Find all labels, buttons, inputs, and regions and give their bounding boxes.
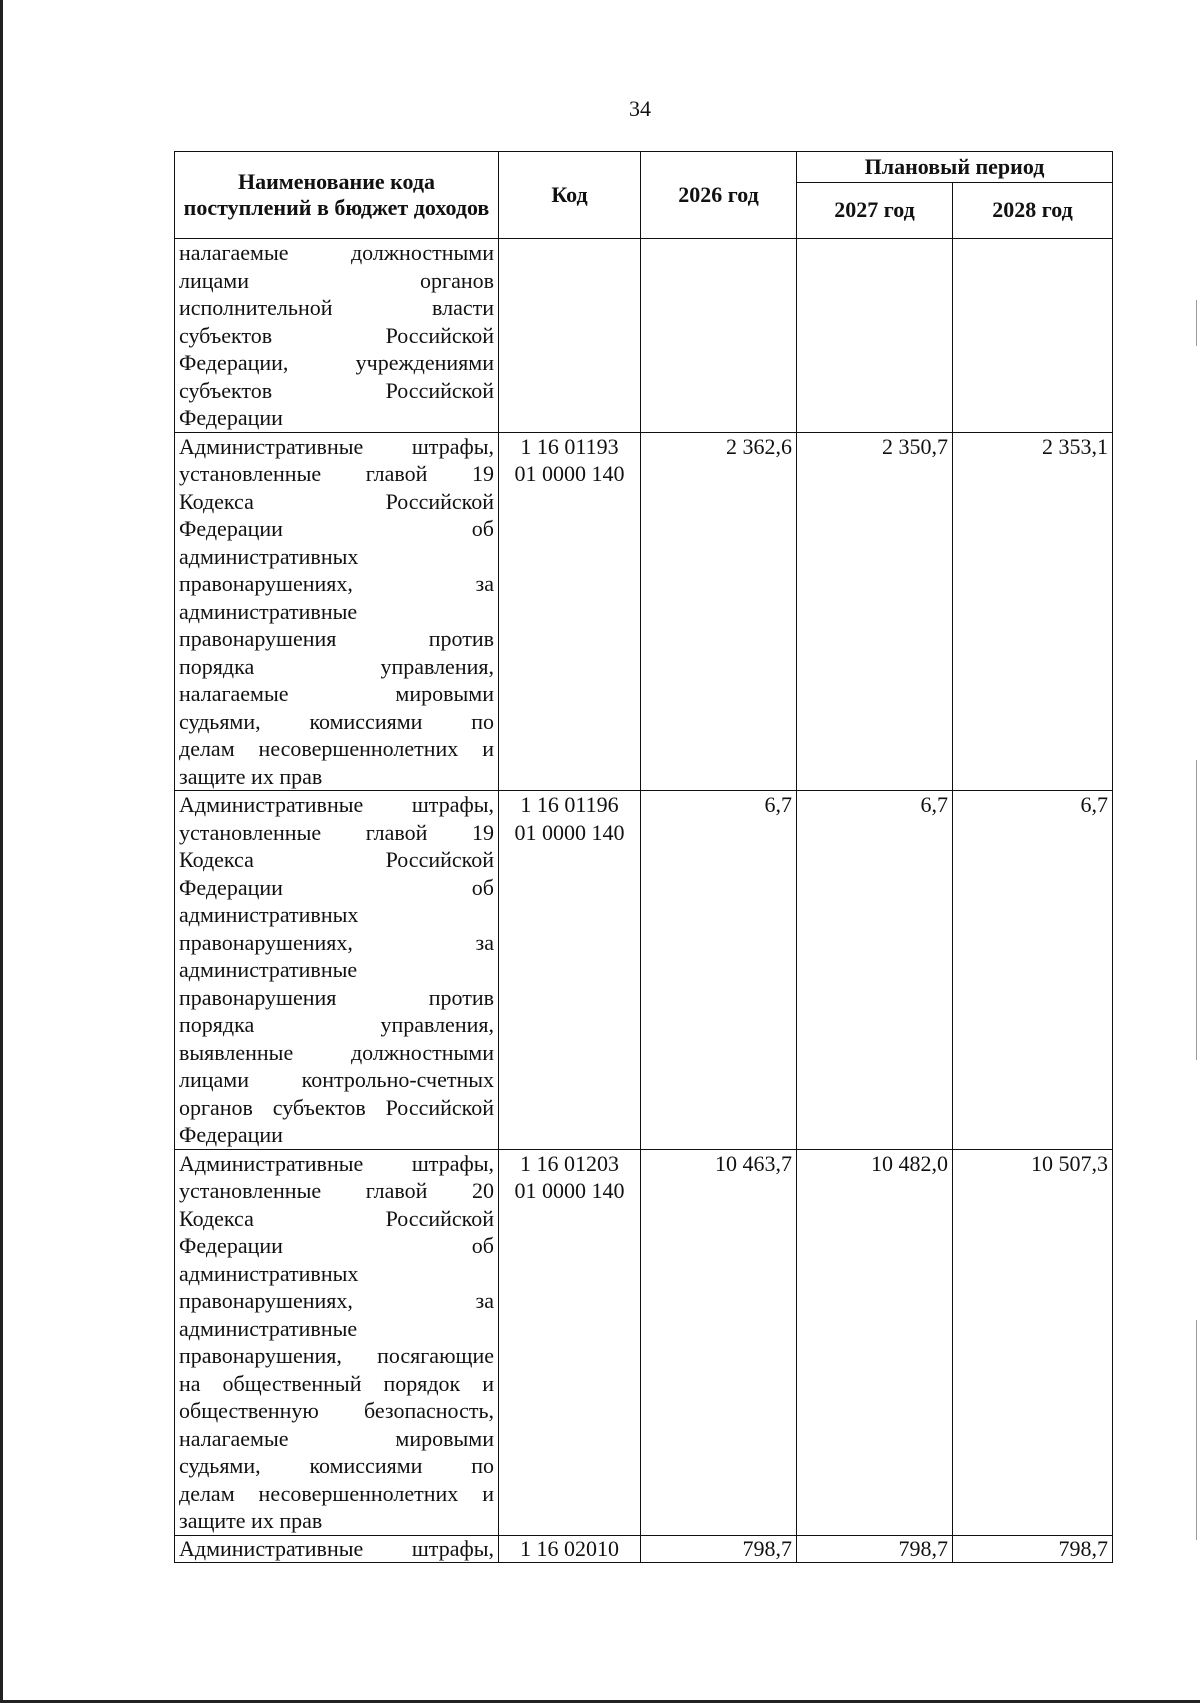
cell-name-line: Кодекса Российской [179,847,494,872]
cell-name-line: налагаемые мировыми [179,1425,494,1451]
cell-name-line: органов субъектов Российской [179,1094,494,1120]
cell-name-line: правонарушения, посягающие [179,1343,494,1368]
cell-name-line: Административные штрафы, [179,1150,494,1176]
cell-code-line: 1 16 01196 [520,792,619,817]
cell-name-line: общественную безопасность, [179,1398,494,1423]
cell-name-line: налагаемые мировыми [179,681,494,706]
cell-y2027: 798,7 [797,1535,953,1562]
table-row [175,239,1113,433]
cell-y2026: 798,7 [641,1535,797,1562]
cell-code [499,1149,641,1535]
cell-code-line: 01 0000 140 [514,819,625,845]
cell-y2028: 10 507,3 [953,1149,1113,1535]
cell-name-line: субъектов Российской [179,322,494,348]
cell-y2028: 798,7 [953,1535,1113,1562]
cell-name-line: Федерации [179,1122,283,1147]
cell-name-line: делам несовершеннолетних и [179,736,494,761]
page-number: 34 [629,96,651,121]
header-year-2027: 2027 год [797,182,953,238]
cell-name-line: административных [179,902,359,927]
header-year-2028: 2028 год [953,182,1113,238]
cell-name-line: Административные штрафы, [179,792,494,817]
cell-code-line: 1 16 02010 [520,1535,619,1561]
header-year-2026: 2026 год [641,152,797,239]
cell-name-line: делам несовершеннолетних и [179,1480,494,1506]
cell-name-line: правонарушениях, за [179,1288,494,1313]
cell-name [175,239,499,433]
cell-name-line: административных [179,543,359,569]
cell-name-line: Административные штрафы, [179,433,494,459]
cell-y2028: 2 353,1 [953,432,1113,791]
cell-y2027: 10 482,0 [797,1149,953,1535]
cell-y2027: 6,7 [797,791,953,1150]
scan-edge-left [0,0,3,1703]
scan-mark [1196,1320,1197,1540]
cell-code [499,432,641,791]
cell-name-line: правонарушения против [179,626,494,651]
cell-name-line: Федерации [179,405,283,430]
cell-name-line: Федерации об [179,516,494,541]
cell-name-line: установленные главой 19 [179,461,494,486]
cell-name-line: правонарушениях, за [179,571,494,596]
cell-name-line: субъектов Российской [179,377,494,403]
cell-code [499,239,641,433]
cell-code-line: 1 16 01193 [520,433,619,459]
cell-name-line: выявленные должностными [179,1039,494,1065]
cell-name-line: лицами контрольно-счетных [179,1067,494,1092]
cell-y2026: 6,7 [641,791,797,1150]
cell-name-line: Федерации об [179,1233,494,1258]
cell-name-line: защите их прав [179,763,323,789]
cell-y2028: 6,7 [953,791,1113,1150]
cell-name-line: установленные главой 19 [179,819,494,845]
cell-name-line: административные [179,598,358,624]
scan-mark [1196,300,1197,346]
cell-name-line: лицами органов [179,267,494,293]
header-code: Код [499,152,641,239]
cell-name-line: Кодекса Российской [179,488,494,514]
cell-name-line: установленные главой 20 [179,1178,494,1203]
cell-name-line: Кодекса Российской [179,1205,494,1231]
cell-name-line: судьями, комиссиями по [179,1453,494,1478]
cell-name-line: Федерации об [179,874,494,900]
cell-name-line: порядка управления, [179,1012,494,1037]
cell-code-line: 01 0000 140 [514,461,625,486]
cell-y2027: 2 350,7 [797,432,953,791]
table-row [175,791,1113,1150]
cell-code [499,791,641,1150]
revenue-table [174,151,1113,1563]
cell-y2027 [797,239,953,433]
cell-y2026: 10 463,7 [641,1149,797,1535]
header-name: Наименование кода поступлений в бюджет доходов [175,152,499,239]
cell-code-line: 01 0000 140 [514,1178,625,1203]
scan-mark [1196,760,1197,1060]
cell-name-line: административные [179,957,358,982]
cell-name-line: судьями, комиссиями по [179,708,494,734]
cell-name-line: административные [179,1315,358,1341]
cell-y2026 [641,239,797,433]
cell-code-line: 1 16 01203 [520,1150,619,1176]
cell-name-line: административных [179,1260,359,1286]
cell-name [175,432,499,791]
cell-name-line: правонарушения против [179,984,494,1010]
cell-name-line: налагаемые должностными [179,240,494,265]
cell-name [175,1535,499,1562]
table-body [175,239,1113,1563]
cell-name-line: правонарушениях, за [179,929,494,955]
table-row [175,1149,1113,1535]
cell-name-line: Административные штрафы, [179,1535,494,1561]
cell-name-line: порядка управления, [179,653,494,679]
cell-name-line: исполнительной власти [179,295,494,320]
cell-y2026: 2 362,6 [641,432,797,791]
cell-code [499,1535,641,1562]
table-row [175,1535,1113,1562]
cell-name [175,791,499,1150]
cell-y2028 [953,239,1113,433]
cell-name [175,1149,499,1535]
cell-name-line: защите их прав [179,1508,323,1533]
table-row [175,432,1113,791]
cell-name-line: на общественный порядок и [179,1370,494,1396]
header-planned-period: Плановый период [797,152,1113,183]
cell-name-line: Федерации, учреждениями [179,350,494,375]
